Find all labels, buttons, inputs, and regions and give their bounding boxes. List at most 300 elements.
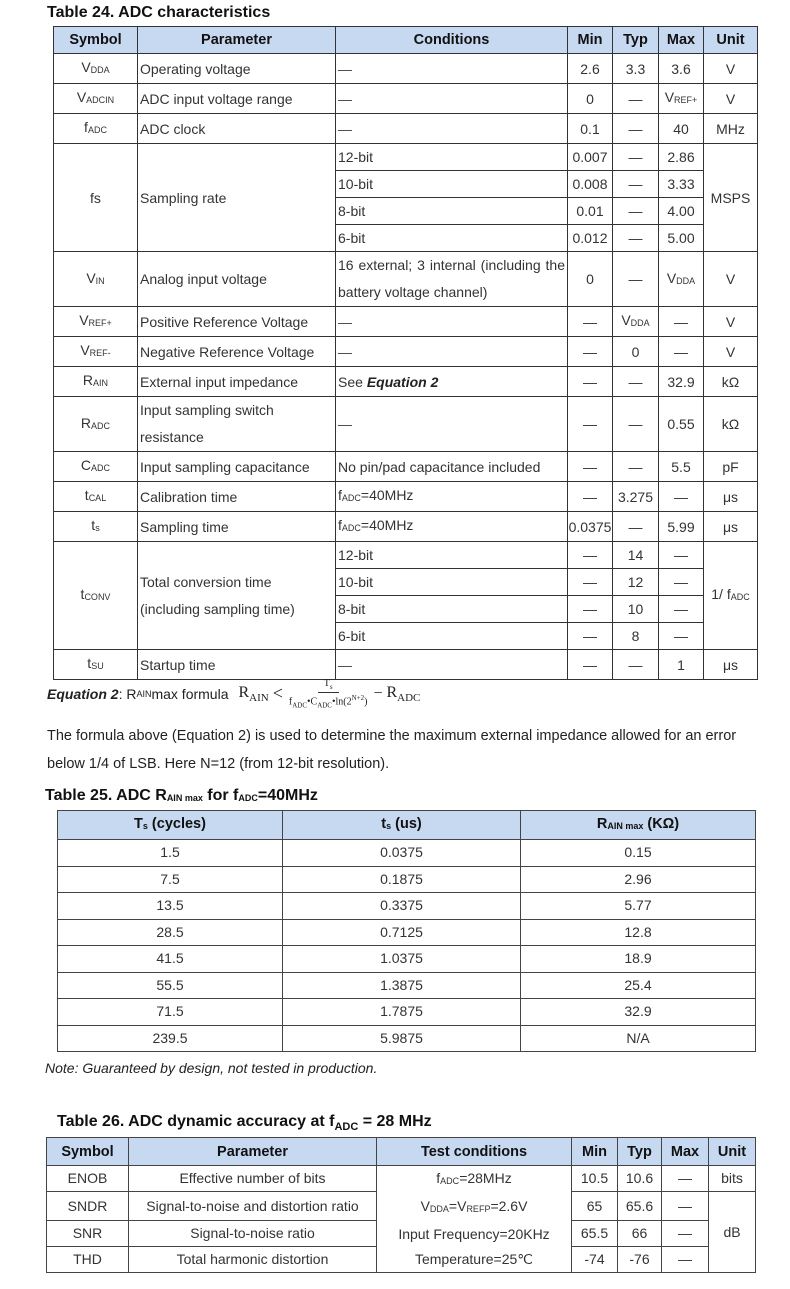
header-ts-cycles <box>58 811 283 840</box>
equation-desc-post: max formula <box>151 685 229 702</box>
equation-label: Equation 2 <box>47 685 119 702</box>
table-row <box>47 1166 756 1192</box>
typ-cell: — <box>613 512 659 542</box>
header-max: Max <box>659 27 704 54</box>
symbol-cell: THD <box>47 1247 129 1273</box>
conditions-cell: 8-bit <box>336 596 568 623</box>
symbol-cell <box>54 482 138 512</box>
symbol-cell <box>54 114 138 144</box>
fraction-numerator <box>318 678 339 693</box>
table-row <box>58 919 756 946</box>
unit-sub: ADC <box>730 592 750 602</box>
max-cell: — <box>659 623 704 650</box>
typ-cell: — <box>613 650 659 680</box>
parameter-cell: Signal-to-noise ratio <box>129 1221 377 1247</box>
conditions-cell: 6-bit <box>336 623 568 650</box>
typ-cell: -76 <box>618 1247 662 1273</box>
c-bsub: REFP <box>466 1204 491 1214</box>
ts-us-cell: 1.0375 <box>283 946 521 973</box>
h-rest: (cycles) <box>147 816 206 832</box>
conditions-rest: =40MHz <box>360 517 414 533</box>
typ-cell: — <box>613 84 659 114</box>
typ-cell: — <box>613 252 659 307</box>
ts-cycles-cell: 1.5 <box>58 840 283 867</box>
conditions-prefix: See <box>338 373 367 390</box>
unit-cell: V <box>704 54 758 84</box>
symbol-sub: REF- <box>89 348 111 358</box>
symbol-main: V <box>86 269 96 286</box>
parameter-cell: Positive Reference Voltage <box>138 307 336 337</box>
table-row <box>58 866 756 893</box>
ts-us-cell: 0.7125 <box>283 919 521 946</box>
conditions-cell: — <box>336 84 568 114</box>
conditions-cell: — <box>336 307 568 337</box>
max-cell: 40 <box>659 114 704 144</box>
symbol-cell <box>54 397 138 452</box>
header-symbol: Symbol <box>54 27 138 54</box>
header-ts-us <box>283 811 521 840</box>
ts-cycles-cell: 239.5 <box>58 1025 283 1052</box>
symbol-cell: SNDR <box>47 1192 129 1221</box>
symbol-cell: fs <box>54 144 138 252</box>
typ-cell: 10.6 <box>618 1166 662 1192</box>
conditions-rest: =40MHz <box>360 487 414 503</box>
table-row <box>54 337 758 367</box>
condition-fadc <box>377 1166 571 1194</box>
unit-main: 1/ f <box>711 586 731 602</box>
title-pre: Table 25. ADC R <box>45 787 167 804</box>
table-row <box>54 397 758 452</box>
parameter-cell: Input sampling capacitance <box>138 452 336 482</box>
min-cell: -74 <box>572 1247 618 1273</box>
equation-op: < <box>272 683 283 704</box>
table-row <box>54 512 758 542</box>
typ-cell: 65.6 <box>618 1192 662 1221</box>
max-cell: 5.00 <box>659 225 704 252</box>
max-sub: REF+ <box>674 95 698 105</box>
symbol-sub: ADC <box>87 125 107 135</box>
max-cell: — <box>662 1221 709 1247</box>
conditions-cell: — <box>336 397 568 452</box>
symbol-sub: SU <box>91 661 104 671</box>
symbol-main: V <box>76 89 87 105</box>
unit-cell: μs <box>704 650 758 680</box>
unit-cell <box>704 542 758 650</box>
parameter-cell: Total harmonic distortion <box>129 1247 377 1273</box>
h-sub: AIN max <box>607 821 644 831</box>
symbol-sub: REF+ <box>88 318 112 328</box>
symbol-main: V <box>80 342 90 358</box>
symbol-cell <box>54 54 138 84</box>
rain-max-cell: 12.8 <box>521 919 756 946</box>
symbol-sub: AIN <box>93 378 109 388</box>
parameter-cell: ADC clock <box>138 114 336 144</box>
equation-desc-sub: AIN <box>136 688 152 699</box>
conditions-cell: — <box>336 337 568 367</box>
parameter-cell: Negative Reference Voltage <box>138 337 336 367</box>
max-cell <box>659 252 704 307</box>
title-pre: Table 26. ADC dynamic accuracy at f <box>57 1113 335 1130</box>
conditions-cell: 16 external; 3 internal (including the battery voltage channel) <box>336 252 568 307</box>
rain-max-cell: 0.15 <box>521 840 756 867</box>
lhs-sub: AIN <box>249 691 269 704</box>
unit-cell: MSPS <box>704 144 758 252</box>
unit-cell: bits <box>709 1166 756 1192</box>
min-cell: 2.6 <box>568 54 613 84</box>
table-row <box>54 650 758 680</box>
min-cell: 0.008 <box>568 171 613 198</box>
symbol-main: t <box>84 487 89 503</box>
c-rest: =28MHz <box>459 1170 512 1186</box>
equation-lhs <box>239 684 269 704</box>
unit-cell: MHz <box>704 114 758 144</box>
table-row <box>58 972 756 999</box>
max-cell: — <box>662 1166 709 1192</box>
ts-us-cell: 1.3875 <box>283 972 521 999</box>
rain-max-cell: N/A <box>521 1025 756 1052</box>
unit-cell: kΩ <box>704 397 758 452</box>
conditions-cell: No pin/pad capacitance included <box>336 452 568 482</box>
parameter-cell: Sampling rate <box>138 144 336 252</box>
h-main: R <box>596 816 608 832</box>
conditions-sub: ADC <box>341 523 361 533</box>
table-row <box>54 252 758 307</box>
symbol-main: V <box>79 312 89 328</box>
max-cell: — <box>662 1192 709 1221</box>
ts-cycles-cell: 55.5 <box>58 972 283 999</box>
ts-us-cell: 0.1875 <box>283 866 521 893</box>
symbol-sub: DDA <box>90 65 110 75</box>
max-main: V <box>666 269 677 286</box>
table-header-row <box>47 1138 756 1166</box>
equation-minus: − <box>373 684 383 702</box>
header-parameter: Parameter <box>129 1138 377 1166</box>
table-26 <box>46 1137 756 1273</box>
header-test-conditions: Test conditions <box>377 1138 572 1166</box>
condition-temperature: Temperature=25℃ <box>414 1251 534 1267</box>
table-row <box>54 114 758 144</box>
ts-cycles-cell: 41.5 <box>58 946 283 973</box>
table-row <box>54 144 758 171</box>
symbol-main: t <box>91 517 96 533</box>
typ-cell: — <box>613 225 659 252</box>
header-min: Min <box>572 1138 618 1166</box>
symbol-main: f <box>84 119 88 135</box>
parameter-cell: External input impedance <box>138 367 336 397</box>
unit-cell: dB <box>709 1192 756 1273</box>
unit-cell: V <box>704 337 758 367</box>
max-cell: — <box>659 307 704 337</box>
ts-cycles-cell: 13.5 <box>58 893 283 920</box>
equation-fraction <box>289 678 368 709</box>
max-cell: — <box>659 596 704 623</box>
unit-cell: μs <box>704 482 758 512</box>
h-main: T <box>134 816 143 832</box>
min-cell: — <box>568 337 613 367</box>
header-typ: Typ <box>613 27 659 54</box>
h-sub: s <box>386 821 392 831</box>
title-mid: for f <box>202 787 239 804</box>
max-cell: — <box>659 569 704 596</box>
symbol-cell <box>54 452 138 482</box>
header-parameter: Parameter <box>138 27 336 54</box>
typ-cell: — <box>613 198 659 225</box>
title-sub: ADC <box>334 1121 359 1134</box>
unit-cell: μs <box>704 512 758 542</box>
title-post: = 28 MHz <box>358 1113 432 1130</box>
max-cell: — <box>659 482 704 512</box>
table-row <box>58 1025 756 1052</box>
c-b: =V <box>448 1198 467 1214</box>
conditions-cell: — <box>336 114 568 144</box>
c-main: f <box>436 1170 441 1186</box>
table-24 <box>53 26 758 680</box>
max-cell: 0.55 <box>659 397 704 452</box>
max-cell: — <box>659 337 704 367</box>
symbol-sub: CAL <box>88 493 107 503</box>
rhs-main: R <box>386 683 398 701</box>
table-24-title: Table 24. ADC characteristics <box>47 4 271 21</box>
h-rest: (KΩ) <box>643 816 680 832</box>
min-cell: — <box>568 542 613 569</box>
numerator-sub: s <box>329 683 333 691</box>
header-max: Max <box>662 1138 709 1166</box>
table-row <box>54 452 758 482</box>
symbol-sub: CONV <box>84 592 111 602</box>
max-cell: 5.5 <box>659 452 704 482</box>
equation-2 <box>47 678 420 709</box>
rain-max-cell: 18.9 <box>521 946 756 973</box>
parameter-cell: Input sampling switch resistance <box>138 397 336 452</box>
ts-cycles-cell: 28.5 <box>58 919 283 946</box>
title-sub2: ADC <box>238 793 258 803</box>
symbol-main: V <box>81 59 91 75</box>
c-sub: ADC <box>440 1176 460 1186</box>
min-cell: — <box>568 307 613 337</box>
min-cell: — <box>568 623 613 650</box>
fraction-denominator: $f_{ADC}•C_{ADC}•\ln(2^{N+2})$ <box>288 694 368 710</box>
title-sub: AIN max <box>166 793 203 803</box>
min-cell: — <box>568 482 613 512</box>
header-conditions: Conditions <box>336 27 568 54</box>
min-cell: — <box>568 569 613 596</box>
max-cell: 3.33 <box>659 171 704 198</box>
max-sub: DDA <box>676 275 696 286</box>
equation-description-paragraph: The formula above (Equation 2) is used to determine the maximum external impedance allowed for an error below 1/4 of LSB. Here N=12 (from 12-bit resolution). <box>47 728 737 772</box>
table-row <box>58 946 756 973</box>
header-unit: Unit <box>704 27 758 54</box>
table-row <box>54 482 758 512</box>
header-symbol: Symbol <box>47 1138 129 1166</box>
typ-cell: — <box>613 144 659 171</box>
rain-max-cell: 5.77 <box>521 893 756 920</box>
ts-us-cell: 0.3375 <box>283 893 521 920</box>
symbol-sub: IN <box>95 275 105 286</box>
table-row <box>58 999 756 1026</box>
conditions-cell <box>336 512 568 542</box>
min-cell: — <box>568 596 613 623</box>
c-rest: =2.6V <box>490 1198 528 1214</box>
conditions-cell: — <box>336 650 568 680</box>
h-sub: s <box>142 821 148 831</box>
table-25 <box>57 810 756 1052</box>
table-25-title <box>45 787 318 805</box>
parameter-cell: Sampling time <box>138 512 336 542</box>
symbol-sub: ADC <box>91 420 111 431</box>
max-cell: 2.86 <box>659 144 704 171</box>
rain-max-cell: 25.4 <box>521 972 756 999</box>
unit-cell: V <box>704 84 758 114</box>
ts-us-cell: 1.7875 <box>283 999 521 1026</box>
symbol-cell <box>54 337 138 367</box>
symbol-main: t <box>80 586 85 602</box>
conditions-main: f <box>338 487 342 503</box>
typ-cell: 14 <box>613 542 659 569</box>
condition-frequency: Input Frequency=20KHz <box>398 1226 550 1242</box>
unit-cell: V <box>704 307 758 337</box>
header-unit: Unit <box>709 1138 756 1166</box>
symbol-cell <box>54 84 138 114</box>
min-cell: 65.5 <box>572 1221 618 1247</box>
rain-max-cell: 2.96 <box>521 866 756 893</box>
max-cell <box>659 84 704 114</box>
conditions-cell: 6-bit <box>336 225 568 252</box>
title-post: =40MHz <box>257 787 318 804</box>
header-min: Min <box>568 27 613 54</box>
symbol-sub: s <box>95 523 100 533</box>
table-row <box>54 84 758 114</box>
conditions-cell <box>336 367 568 397</box>
symbol-cell <box>54 252 138 307</box>
table-header-row <box>54 27 758 54</box>
equation-desc-pre: : R <box>118 685 137 702</box>
conditions-cell: — <box>336 54 568 84</box>
test-conditions-cell <box>377 1166 572 1273</box>
symbol-cell <box>54 367 138 397</box>
parameter-cell: Effective number of bits <box>129 1166 377 1192</box>
lhs-main: R <box>238 683 250 701</box>
equation-2-reference-link[interactable]: Equation 2 <box>366 373 439 390</box>
symbol-main: R <box>80 414 92 431</box>
min-cell: 0 <box>568 252 613 307</box>
typ-cell: 10 <box>613 596 659 623</box>
max-main: V <box>664 89 675 105</box>
ts-us-cell: 0.0375 <box>283 840 521 867</box>
typ-cell: 12 <box>613 569 659 596</box>
min-cell: 65 <box>572 1192 618 1221</box>
typ-cell: 0 <box>613 337 659 367</box>
symbol-cell <box>54 650 138 680</box>
symbol-main: R <box>82 372 94 388</box>
min-cell: — <box>568 397 613 452</box>
typ-cell: — <box>613 452 659 482</box>
min-cell: 0 <box>568 84 613 114</box>
parameter-cell: ADC input voltage range <box>138 84 336 114</box>
typ-cell <box>613 307 659 337</box>
c-a: V <box>420 1198 430 1214</box>
max-cell: 32.9 <box>659 367 704 397</box>
h-rest: (us) <box>391 816 422 832</box>
conditions-main: f <box>338 517 342 533</box>
ts-cycles-cell: 71.5 <box>58 999 283 1026</box>
typ-cell: 66 <box>618 1221 662 1247</box>
symbol-sub: ADC <box>91 463 111 473</box>
min-cell: 0.1 <box>568 114 613 144</box>
max-cell: — <box>662 1247 709 1273</box>
min-cell: — <box>568 367 613 397</box>
max-cell: 3.6 <box>659 54 704 84</box>
typ-cell: — <box>613 397 659 452</box>
conditions-cell <box>336 482 568 512</box>
table-row <box>58 893 756 920</box>
typ-cell: — <box>613 367 659 397</box>
typ-sub: DDA <box>630 318 650 328</box>
symbol-sub: ADCIN <box>86 95 115 105</box>
conditions-cell: 10-bit <box>336 171 568 198</box>
symbol-cell <box>54 307 138 337</box>
typ-cell: — <box>613 171 659 198</box>
max-cell: — <box>659 542 704 569</box>
parameter-cell: Analog input voltage <box>138 252 336 307</box>
min-cell: 0.01 <box>568 198 613 225</box>
min-cell: 10.5 <box>572 1166 618 1192</box>
min-cell: — <box>568 452 613 482</box>
symbol-main: C <box>80 457 92 473</box>
max-cell: 4.00 <box>659 198 704 225</box>
conditions-cell: 10-bit <box>336 569 568 596</box>
numerator-main: T <box>323 678 330 689</box>
symbol-cell <box>54 512 138 542</box>
table-row <box>54 542 758 569</box>
unit-cell: pF <box>704 452 758 482</box>
parameter-cell: Total conversion time (including sampling time) <box>138 542 336 650</box>
conditions-cell: 12-bit <box>336 144 568 171</box>
min-cell: 0.012 <box>568 225 613 252</box>
parameter-cell: Operating voltage <box>138 54 336 84</box>
table-row <box>54 54 758 84</box>
table-25-body <box>58 840 756 1052</box>
header-rain-max <box>521 811 756 840</box>
symbol-main: t <box>87 655 92 671</box>
rhs-sub: ADC <box>397 691 421 704</box>
parameter-cell: Signal-to-noise and distortion ratio <box>129 1192 377 1221</box>
table-26-title <box>57 1113 432 1133</box>
table-row <box>54 307 758 337</box>
conditions-cell: 12-bit <box>336 542 568 569</box>
min-cell: 0.0375 <box>568 512 613 542</box>
unit-cell: V <box>704 252 758 307</box>
symbol-cell <box>54 542 138 650</box>
table-row <box>58 840 756 867</box>
conditions-sub: ADC <box>341 493 361 503</box>
rain-max-cell: 32.9 <box>521 999 756 1026</box>
condition-voltage <box>377 1194 571 1222</box>
symbol-cell: SNR <box>47 1221 129 1247</box>
symbol-cell: ENOB <box>47 1166 129 1192</box>
ts-cycles-cell: 7.5 <box>58 866 283 893</box>
conditions-cell: 8-bit <box>336 198 568 225</box>
h-main: t <box>381 816 387 832</box>
parameter-cell: Calibration time <box>138 482 336 512</box>
parameter-cell: Startup time <box>138 650 336 680</box>
unit-cell: kΩ <box>704 367 758 397</box>
equation-rhs <box>386 684 420 704</box>
min-cell: 0.007 <box>568 144 613 171</box>
typ-cell: 8 <box>613 623 659 650</box>
typ-cell: 3.3 <box>613 54 659 84</box>
table-row <box>54 367 758 397</box>
table-header-row <box>58 811 756 840</box>
